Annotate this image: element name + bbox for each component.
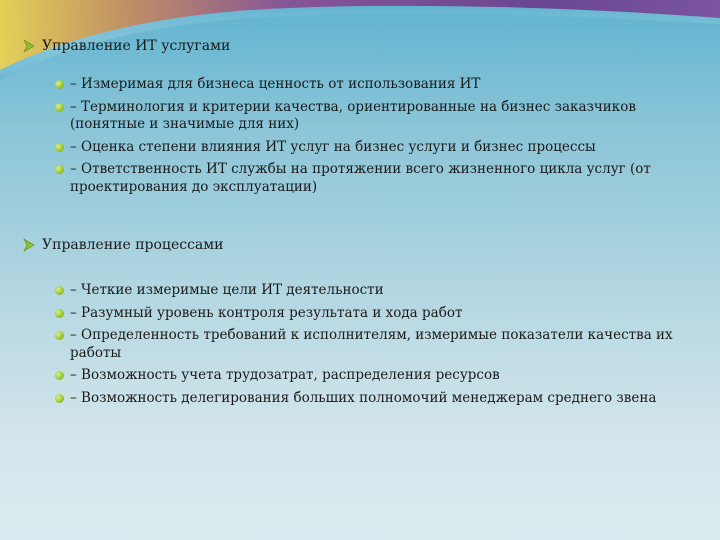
list-item-text: – Четкие измеримые цели ИТ деятельности: [70, 282, 384, 298]
bullet-dot-icon: [55, 80, 64, 89]
list-item: [22, 76, 702, 94]
arrow-right-icon: [22, 39, 36, 53]
list-item: [22, 390, 702, 408]
bullet-list: [22, 282, 702, 407]
list-item: [22, 367, 702, 385]
bullet-list: [22, 76, 702, 196]
bullet-dot-icon: [55, 165, 64, 174]
list-item: [22, 305, 702, 323]
bullet-dot-icon: [55, 331, 64, 340]
section-heading: [22, 37, 702, 55]
list-item-text: – Измеримая для бизнеса ценность от использования ИТ: [70, 76, 481, 92]
bullet-dot-icon: [55, 103, 64, 112]
list-item-text: – Терминология и критерии качества, ориентированные на бизнес заказчиков (понятные и значимые для них): [70, 98, 636, 132]
bullet-dot-icon: [55, 309, 64, 318]
list-item-text: – Возможность учета трудозатрат, распределения ресурсов: [70, 367, 500, 383]
list-item: [22, 327, 702, 362]
bullet-dot-icon: [55, 394, 64, 403]
list-item-text: – Ответственность ИТ службы на протяжении всего жизненного цикла услуг (от проектирования до эксплуатации): [70, 161, 651, 195]
list-item: [22, 99, 702, 134]
section-it-services: [22, 37, 702, 201]
bullet-dot-icon: [55, 371, 64, 380]
list-item: [22, 139, 702, 157]
list-item: [22, 282, 702, 300]
section-title: Управление ИТ услугами: [42, 38, 231, 54]
bullet-dot-icon: [55, 143, 64, 152]
list-item-text: – Возможность делегирования больших полномочий менеджерам среднего звена: [70, 389, 657, 406]
list-item-text: – Оценка степени влияния ИТ услуг на бизнес услуги и бизнес процессы: [70, 138, 596, 155]
section-title: Управление процессами: [42, 237, 224, 253]
section-processes: [22, 236, 702, 412]
section-heading: [22, 236, 702, 254]
bullet-dot-icon: [55, 286, 64, 295]
list-item-text: – Разумный уровень контроля результата и хода работ: [70, 304, 463, 321]
list-item-text: – Определенность требований к исполнителям, измеримые показатели качества их работы: [70, 327, 673, 361]
arrow-right-icon: [22, 238, 36, 252]
list-item: [22, 161, 702, 196]
